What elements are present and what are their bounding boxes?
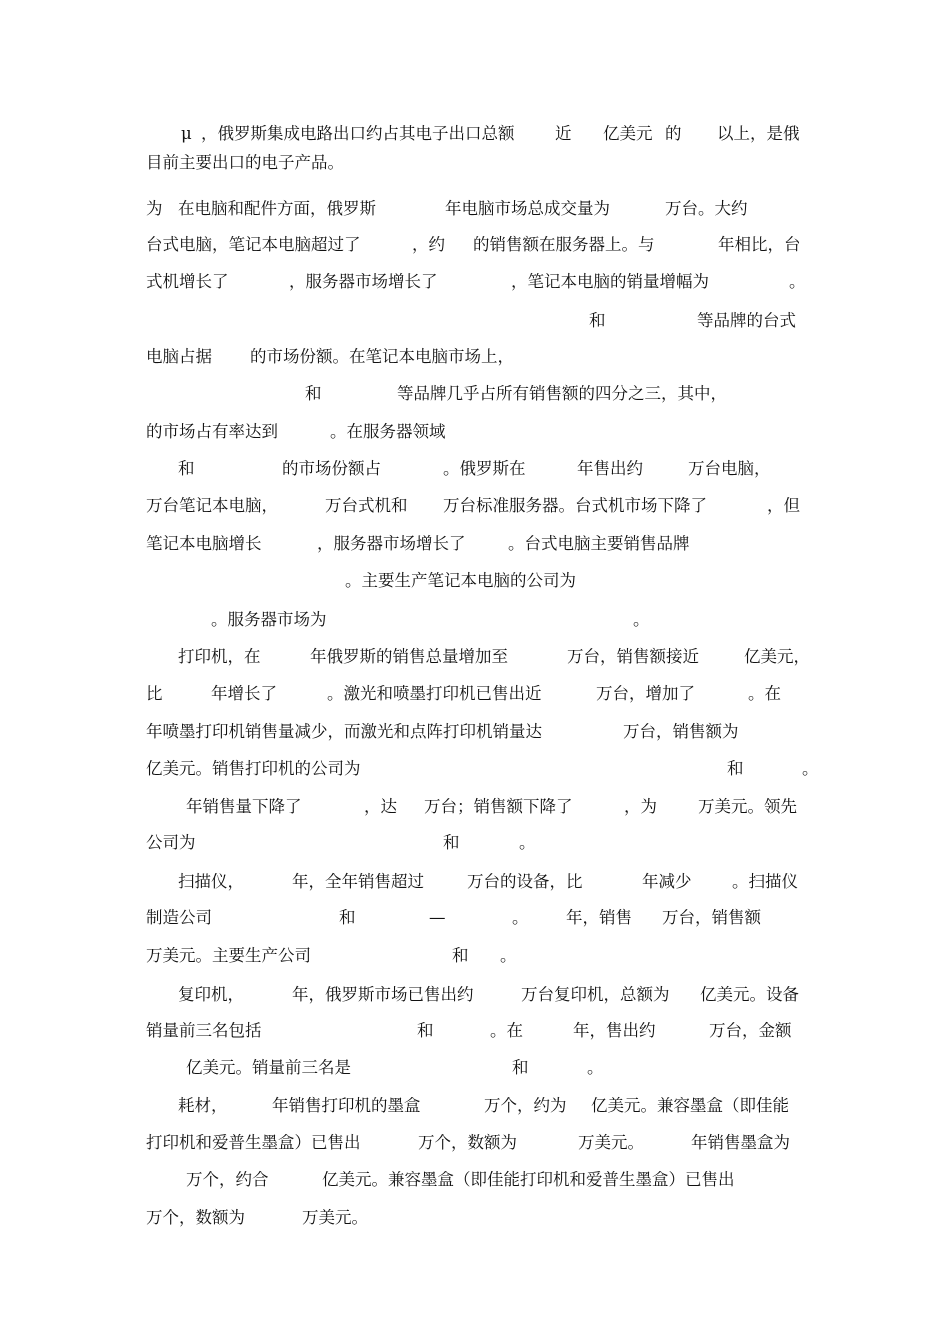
text-segment: 年电脑市场总成交量为 [445, 199, 610, 218]
text-segment: 。在 [490, 1021, 523, 1040]
text-line [0, 496, 950, 518]
text-segment: 公司为 [146, 833, 196, 852]
text-line [0, 347, 950, 369]
text-segment: 。 [512, 908, 529, 927]
text-line [0, 1170, 950, 1192]
text-segment: 万个，数额为 [146, 1208, 245, 1227]
text-segment: 和 [727, 759, 744, 778]
text-segment: 年销售墨盒为 [691, 1133, 790, 1152]
text-segment: 式机增长了 [146, 272, 229, 291]
text-segment: 万美元。主要生产公司 [146, 946, 311, 965]
text-line [0, 235, 950, 257]
text-segment: 年销售量下降了 [186, 797, 302, 816]
text-line [0, 272, 950, 294]
text-segment: 。服务器市场为 [211, 610, 327, 629]
text-segment: 万台，销售额 [662, 908, 761, 927]
text-segment: 。 [519, 833, 536, 852]
text-segment: 万美元。 [302, 1208, 368, 1227]
text-line [0, 311, 950, 333]
text-segment: 亿美元 [603, 124, 653, 143]
text-segment: 和 [452, 946, 469, 965]
text-segment: 销量前三名包括 [146, 1021, 262, 1040]
text-segment: 等品牌几乎占所有销售额的四分之三，其中， [397, 384, 727, 403]
text-segment: 万台，金额 [709, 1021, 792, 1040]
text-segment: ，但 [767, 496, 800, 515]
text-line [0, 199, 950, 221]
text-line [0, 459, 950, 481]
text-segment: 的市场占有率达到 [146, 422, 278, 441]
text-segment: 万台笔记本电脑， [146, 496, 278, 515]
text-line [0, 422, 950, 444]
text-segment: 耗材， [178, 1096, 228, 1115]
text-segment: 。在 [748, 684, 781, 703]
text-segment: 万台，销售额接近 [567, 647, 699, 666]
text-segment: 万台的设备，比 [467, 872, 583, 891]
text-segment: ，笔记本电脑的销量增幅为 [511, 272, 709, 291]
text-line [0, 797, 950, 819]
text-segment: ，达 [364, 797, 397, 816]
text-segment: 万台。大约 [665, 199, 748, 218]
text-segment: 年增长了 [211, 684, 277, 703]
text-line [0, 722, 950, 744]
text-segment: 和 [305, 384, 322, 403]
text-line [0, 124, 950, 146]
text-line [0, 153, 950, 175]
text-segment: 亿美元。设备 [700, 985, 799, 1004]
text-segment: 近 [555, 124, 572, 143]
text-segment: 以上，是俄 [717, 124, 800, 143]
text-segment: 万个，约为 [484, 1096, 567, 1115]
text-segment: 的市场份额占 [282, 459, 381, 478]
text-line [0, 534, 950, 556]
text-segment: 亿美元， [744, 647, 810, 666]
text-segment: 比 [146, 684, 163, 703]
text-segment: 万美元。 [578, 1133, 644, 1152]
text-line [0, 571, 950, 593]
text-line [0, 1096, 950, 1118]
text-segment: 复印机， [178, 985, 244, 1004]
text-segment: 万个，约合 [186, 1170, 269, 1189]
text-segment: 万台电脑， [688, 459, 771, 478]
text-segment: ，服务器市场增长了 [289, 272, 438, 291]
text-line [0, 759, 950, 781]
text-segment: 的 [665, 124, 682, 143]
text-segment: 万台；销售额下降了 [424, 797, 573, 816]
text-segment: 万台式机和 [325, 496, 408, 515]
text-line [0, 1208, 950, 1230]
text-line [0, 985, 950, 1007]
text-segment: ，俄罗斯集成电路出口约占其电子出口总额 [201, 124, 515, 143]
text-segment: 。在服务器领域 [330, 422, 446, 441]
text-segment: 年，全年销售超过 [292, 872, 424, 891]
text-segment: 打印机和爱普生墨盒）已售出 [146, 1133, 361, 1152]
text-segment: ，服务器市场增长了 [317, 534, 466, 553]
text-segment: 在电脑和配件方面，俄罗斯 [178, 199, 376, 218]
text-segment: 年，售出约 [573, 1021, 656, 1040]
text-segment: 打印机，在 [178, 647, 261, 666]
text-segment: 的销售额在服务器上。与 [473, 235, 655, 254]
text-segment: 。 [802, 759, 819, 778]
text-segment: 年，销售 [566, 908, 632, 927]
text-segment: 制造公司 [146, 908, 212, 927]
text-segment: 和 [589, 311, 606, 330]
text-line [0, 908, 950, 930]
text-line [0, 1058, 950, 1080]
text-segment: 万台，增加了 [596, 684, 695, 703]
text-segment: ，为 [624, 797, 657, 816]
text-segment: 目前主要出口的电子产品。 [146, 153, 344, 172]
text-segment: 等品牌的台式 [697, 311, 796, 330]
text-segment: 电脑占据 [146, 347, 212, 366]
text-segment: ，约 [412, 235, 445, 254]
text-segment: 。激光和喷墨打印机已售出近 [327, 684, 542, 703]
text-line [0, 1021, 950, 1043]
text-segment: 年销售打印机的墨盒 [272, 1096, 421, 1115]
text-segment: 和 [443, 833, 460, 852]
text-line [0, 1133, 950, 1155]
text-segment: 的市场份额。在笔记本电脑市场上， [250, 347, 514, 366]
text-segment: 万台，销售额为 [623, 722, 739, 741]
text-segment: 年相比，台 [718, 235, 801, 254]
text-line [0, 610, 950, 632]
text-segment: 台式电脑，笔记本电脑超过了 [146, 235, 361, 254]
text-segment: 万美元。领先 [698, 797, 797, 816]
text-line [0, 946, 950, 968]
text-segment: 。俄罗斯在 [443, 459, 526, 478]
text-segment: 年减少 [642, 872, 692, 891]
text-line [0, 647, 950, 669]
text-segment: 。 [587, 1058, 604, 1077]
text-segment: 。 [789, 272, 806, 291]
text-segment: 扫描仪， [178, 872, 244, 891]
text-segment: 为 [146, 199, 163, 218]
text-line [0, 384, 950, 406]
text-segment: 亿美元。销量前三名是 [186, 1058, 351, 1077]
text-segment: 亿美元。兼容墨盒（即佳能打印机和爱普生墨盒）已售出 [322, 1170, 735, 1189]
text-segment: 万个，数额为 [418, 1133, 517, 1152]
text-segment: 。 [500, 946, 517, 965]
text-segment: 和 [512, 1058, 529, 1077]
text-segment: — [429, 908, 446, 927]
text-segment: μ [181, 124, 192, 143]
text-segment: 万台复印机，总额为 [521, 985, 670, 1004]
text-segment: 亿美元。销售打印机的公司为 [146, 759, 361, 778]
text-segment: 年喷墨打印机销售量减少，而激光和点阵打印机销量达 [146, 722, 542, 741]
text-segment: 和 [178, 459, 195, 478]
text-line [0, 833, 950, 855]
text-segment: 。主要生产笔记本电脑的公司为 [345, 571, 576, 590]
text-segment: 年，俄罗斯市场已售出约 [292, 985, 474, 1004]
text-line [0, 684, 950, 706]
text-segment: 亿美元。兼容墨盒（即佳能 [591, 1096, 789, 1115]
text-segment: 。台式电脑主要销售品牌 [508, 534, 690, 553]
text-segment: 和 [417, 1021, 434, 1040]
text-segment: 年俄罗斯的销售总量增加至 [310, 647, 508, 666]
text-segment: 万台标准服务器。台式机市场下降了 [443, 496, 707, 515]
text-segment: 年售出约 [577, 459, 643, 478]
text-line [0, 872, 950, 894]
text-segment: 。 [633, 610, 650, 629]
text-segment: 笔记本电脑增长 [146, 534, 262, 553]
text-segment: 。扫描仪 [732, 872, 798, 891]
text-segment: 和 [339, 908, 356, 927]
